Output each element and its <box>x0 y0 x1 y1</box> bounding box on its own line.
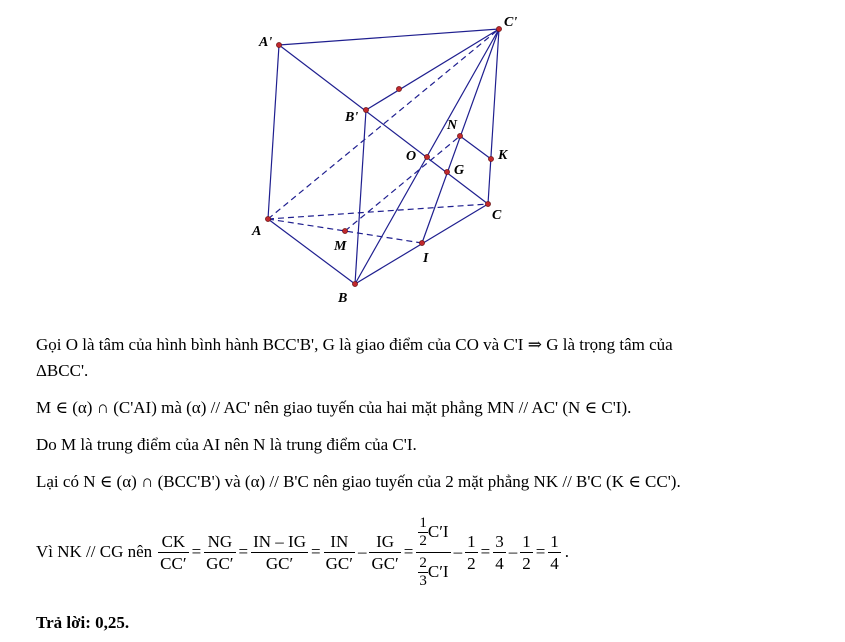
fraction-denominator: GC′ <box>325 553 353 573</box>
fraction-IN-minus-IG <box>251 531 308 574</box>
fraction-compound <box>416 515 450 590</box>
label-N: N <box>447 118 458 133</box>
fraction-denominator: 4 <box>495 553 504 573</box>
equals-sign: = <box>238 542 249 561</box>
label-M: M <box>334 239 347 254</box>
label-Aprime: A' <box>259 35 273 50</box>
fraction-three-quarters <box>493 531 506 574</box>
point-Aprime <box>276 42 281 47</box>
text-line-4: Do M là trung điểm của AI nên N là trung điểm của C'I. <box>36 435 417 454</box>
point-N <box>457 133 462 138</box>
fraction-denominator: 4 <box>550 553 559 573</box>
equals-sign: = <box>535 542 546 561</box>
point-K <box>488 156 493 161</box>
fraction-denominator: 2 <box>467 553 476 573</box>
equals-sign: = <box>480 542 491 561</box>
fraction-numerator: IN <box>324 531 355 553</box>
formula-line <box>36 512 569 592</box>
fraction-one-quarter <box>548 531 561 574</box>
fraction-numerator: IG <box>369 531 400 553</box>
fraction-denominator: 2 <box>522 553 531 573</box>
point-M <box>342 228 347 233</box>
edge-Aprime-A <box>268 45 279 219</box>
edge-A-C <box>268 204 488 219</box>
point-labels <box>251 15 517 306</box>
fraction-numerator: 3 <box>495 531 504 551</box>
fraction-numerator: IN – IG <box>253 531 306 551</box>
fraction-numerator: 1 <box>522 531 531 551</box>
prism-figure <box>0 0 845 320</box>
fraction-CK-CCprime <box>158 531 188 574</box>
fraction-denominator: GC′ <box>206 553 234 573</box>
dashed-edges <box>268 29 499 243</box>
minus-sign: – <box>357 542 367 561</box>
solid-edges <box>268 29 499 284</box>
equals-sign: = <box>191 542 202 561</box>
minus-sign: – <box>453 542 463 561</box>
formula-end-period: . <box>564 542 570 561</box>
point-Cprime <box>496 26 501 31</box>
label-B: B <box>338 291 348 306</box>
point-Bprime <box>363 107 368 112</box>
fraction-one-half <box>520 531 533 574</box>
equals-sign: = <box>403 542 414 561</box>
edge-Bprime-Cprime <box>366 29 499 110</box>
points <box>265 26 501 286</box>
fraction-denominator: GC′ <box>265 553 294 573</box>
label-C: C <box>492 208 502 223</box>
fraction-numerator: 1 <box>467 531 476 551</box>
compound-numerator <box>416 515 450 553</box>
fraction-one-half <box>465 531 478 574</box>
minus-sign: – <box>508 542 518 561</box>
small-fraction-one-half: 1 2 <box>419 514 427 549</box>
label-A: A <box>252 224 262 239</box>
point-A <box>265 216 270 221</box>
point-midpoint-AprimeCprime <box>396 86 401 91</box>
text-line-1: Gọi O là tâm của hình bình hành BCC'B', G là giao điểm của CO và C'I ⇒ G là trọng tâm của <box>36 335 673 354</box>
fraction-IN-GCprime <box>324 531 355 574</box>
label-O: O <box>406 149 417 164</box>
label-Cprime: C' <box>504 15 518 30</box>
text-line-3: M ∈ (α) ∩ (C'AI) mà (α) // AC' nên giao tuyến của hai mặt phẳng MN // AC' (N ∈ C'I). <box>36 398 632 417</box>
text-line-2: ΔBCC'. <box>36 361 89 380</box>
small-fraction-two-thirds: 2 3 <box>419 554 427 589</box>
fraction-numerator: CK <box>158 531 188 553</box>
point-I <box>419 240 424 245</box>
edge-Bprime-B <box>355 110 366 284</box>
term-Cprime-I: C′I <box>427 562 449 581</box>
equals-sign: = <box>311 542 321 561</box>
label-G: G <box>454 163 465 178</box>
formula-prefix: Vì NK // CG nên <box>36 542 153 561</box>
fraction-denominator: CC′ <box>160 553 187 573</box>
label-K: K <box>498 148 508 163</box>
label-I: I <box>423 251 429 266</box>
fraction-NG-GCprime <box>204 531 235 574</box>
fraction-numerator: 1 <box>550 531 559 551</box>
label-Bprime: B' <box>345 110 359 125</box>
edge-M-N <box>345 136 460 231</box>
term-Cprime-I: C′I <box>427 522 449 541</box>
compound-denominator <box>416 553 450 590</box>
fraction-denominator: GC′ <box>371 553 399 573</box>
point-C <box>485 201 490 206</box>
edge-Aprime-Cprime <box>279 29 499 45</box>
point-O <box>424 154 429 159</box>
answer-line: Trả lời: 0,25. <box>36 613 130 632</box>
point-B <box>352 281 357 286</box>
point-G <box>444 169 449 174</box>
fraction-IG-GCprime <box>369 531 400 574</box>
fraction-numerator: NG <box>204 531 235 553</box>
edge-N-K <box>460 136 491 159</box>
text-line-5: Lại có N ∈ (α) ∩ (BCC'B') và (α) // B'C nên giao tuyến của 2 mặt phẳng NK // B'C (K ∈ CC'). <box>36 472 681 491</box>
